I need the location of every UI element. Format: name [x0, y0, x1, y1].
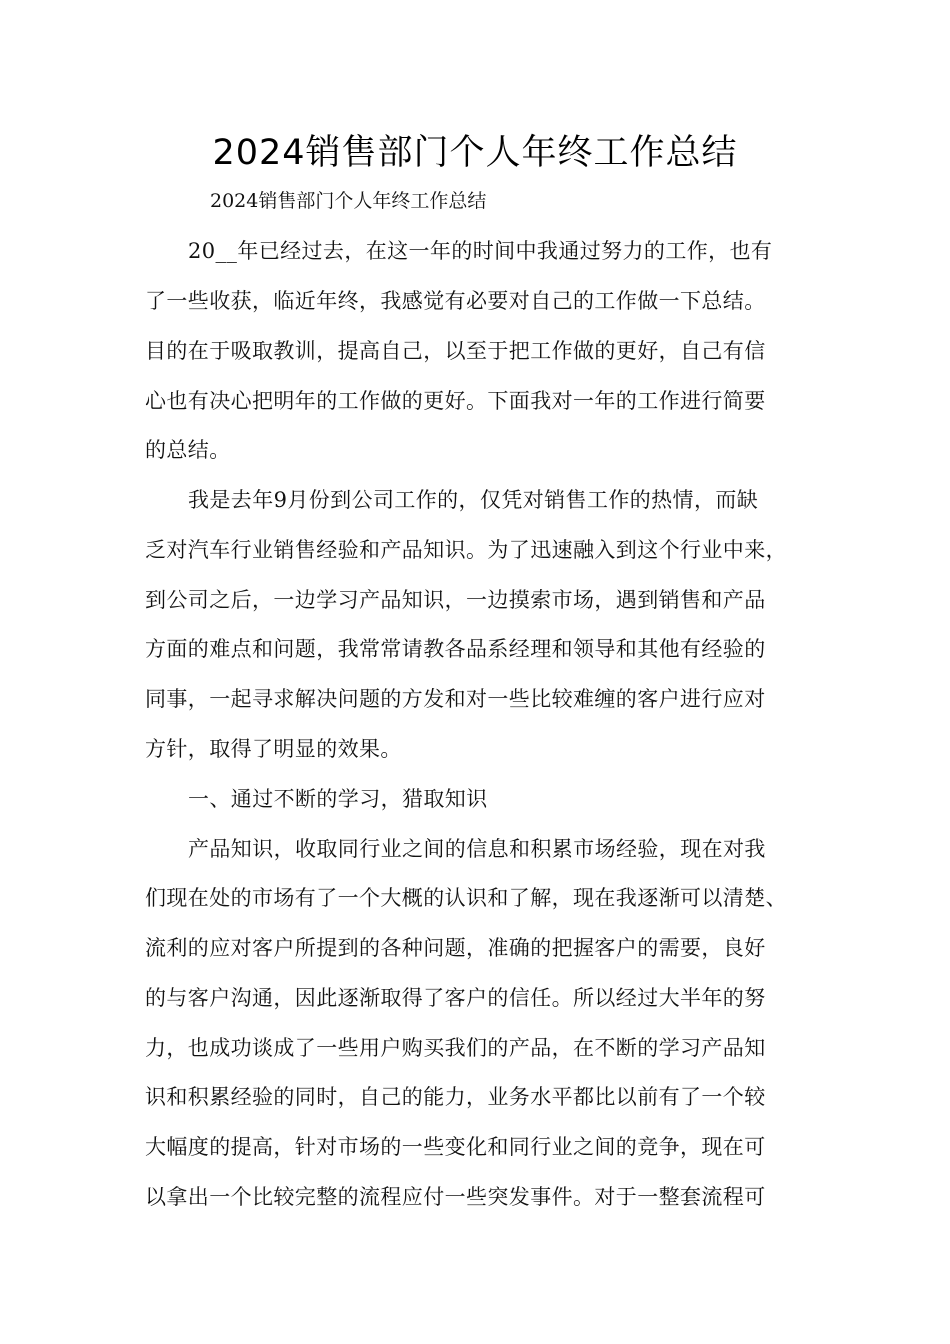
text-line: 乏对汽车行业销售经验和产品知识。为了迅速融入到这个行业中来， [145, 538, 787, 562]
text-line: 20__年已经过去，在这一年的时间中我通过努力的工作，也有 [188, 239, 773, 263]
text-line: 我是去年9月份到公司工作的，仅凭对销售工作的热情，而缺 [188, 488, 759, 512]
text-line: 心也有决心把明年的工作做的更好。下面我对一年的工作进行简要 [145, 389, 766, 413]
text-line: 了一些收获，临近年终，我感觉有必要对自己的工作做一下总结。 [145, 289, 766, 313]
text-line: 大幅度的提高，针对市场的一些变化和同行业之间的竞争，现在可 [145, 1135, 766, 1159]
text-line: 到公司之后，一边学习产品知识，一边摸索市场，遇到销售和产品 [145, 588, 766, 612]
text-line: 产品知识，收取同行业之间的信息和积累市场经验，现在对我 [188, 837, 766, 861]
document-title: 2024销售部门个人年终工作总结 [212, 133, 738, 173]
text-line: 方面的难点和问题，我常常请教各品系经理和领导和其他有经验的 [145, 637, 766, 661]
text-line: 识和积累经验的同时，自己的能力，业务水平都比以前有了一个较 [145, 1085, 766, 1109]
text-line: 目的在于吸取教训，提高自己，以至于把工作做的更好，自己有信 [145, 339, 766, 363]
text-line: 同事，一起寻求解决问题的方发和对一些比较难缠的客户进行应对 [145, 687, 766, 711]
text-line: 的与客户沟通，因此逐渐取得了客户的信任。所以经过大半年的努 [145, 986, 766, 1010]
text-line: 流利的应对客户所提到的各种问题，准确的把握客户的需要，良好 [145, 936, 766, 960]
text-line: 以拿出一个比较完整的流程应付一些突发事件。对于一整套流程可 [145, 1185, 766, 1209]
text-line: 的总结。 [145, 438, 231, 462]
text-line: 们现在处的市场有了一个大概的认识和了解，现在我逐渐可以清楚、 [145, 886, 787, 910]
document-subtitle: 2024销售部门个人年终工作总结 [210, 190, 487, 212]
text-line: 力，也成功谈成了一些用户购买我们的产品，在不断的学习产品知 [145, 1036, 766, 1060]
section-heading: 一、通过不断的学习，猎取知识 [188, 787, 488, 811]
text-line: 方针，取得了明显的效果。 [145, 737, 402, 761]
